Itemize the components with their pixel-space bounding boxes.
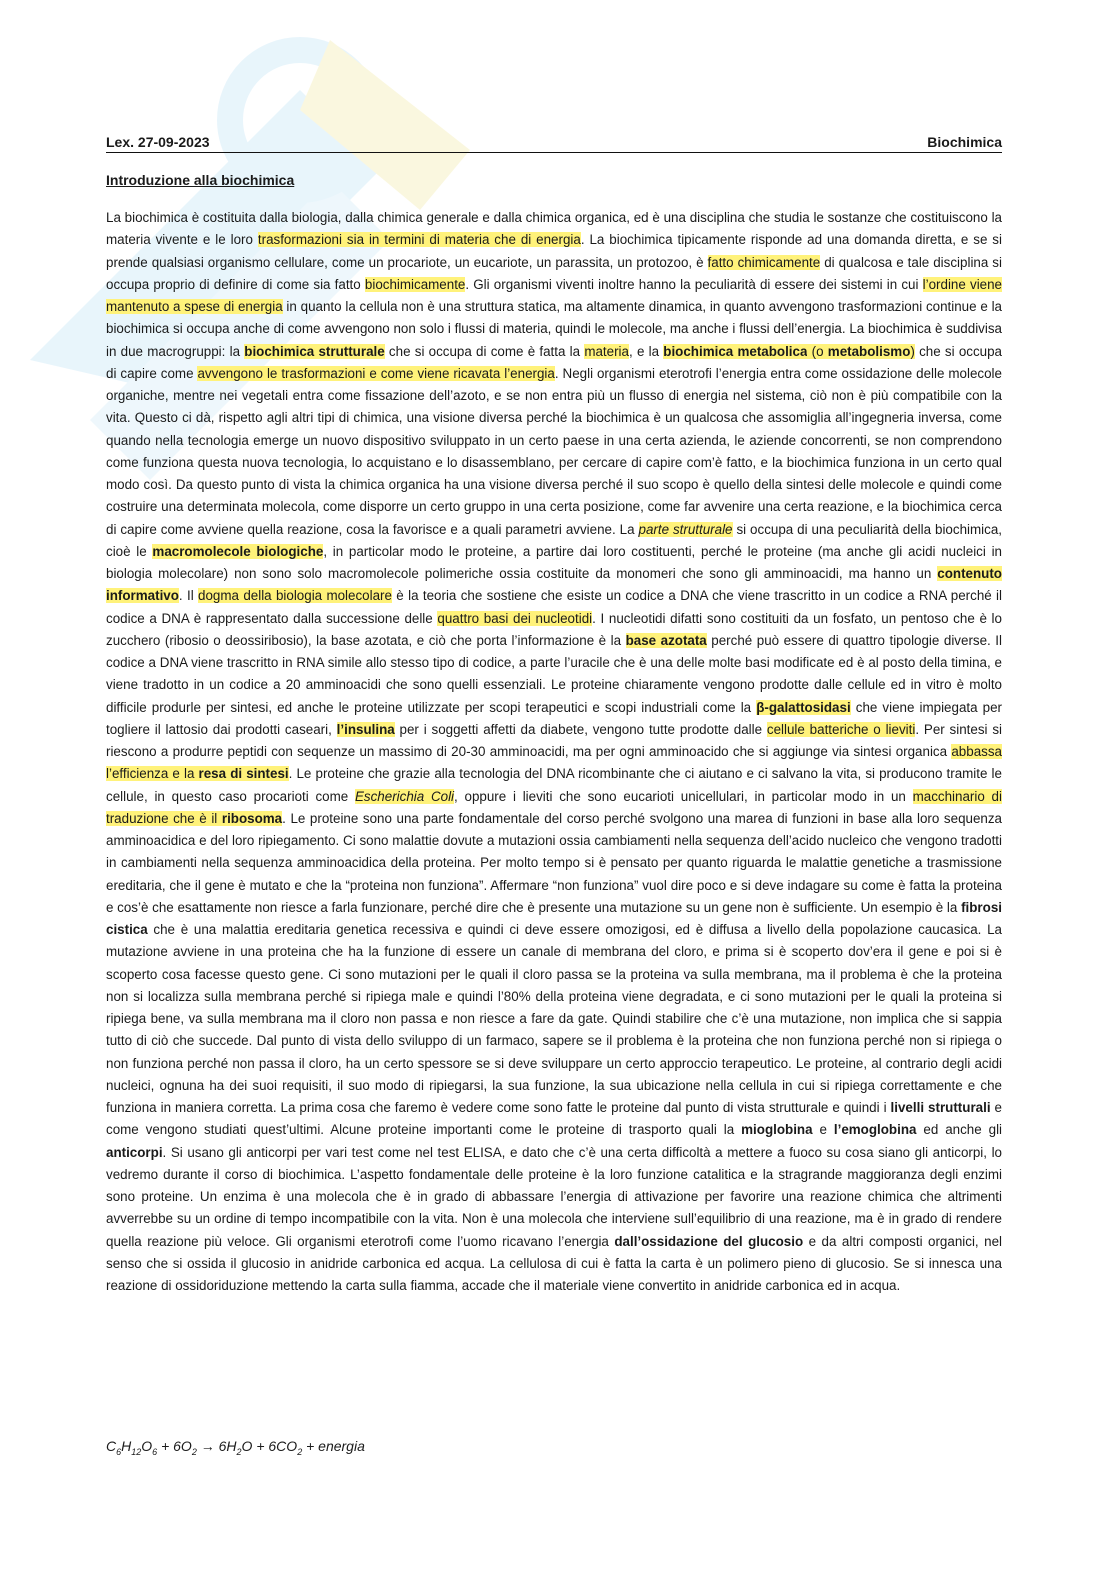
highlighted-text: (o — [807, 343, 828, 359]
bold-text: l’emoglobina — [833, 1122, 917, 1138]
body-text-run: e — [812, 1122, 834, 1138]
highlighted-text: biochimica strutturale — [244, 343, 385, 359]
highlighted-text: metabolismo — [827, 343, 911, 359]
body-text-run: e come vengono studiati quest’ultimi. Alcune proteine importanti come le proteine di trasporto quali la — [106, 1100, 1002, 1138]
highlighted-text: macromolecole biologiche — [152, 543, 324, 559]
lecture-date: Lex. 27-09-2023 — [106, 134, 210, 150]
body-text-run: , in particolar modo le proteine, a partire dai loro costituenti, perché le proteine (ma anche gli acidi nucleici in biologia molecolare) non sono solo macromolecole polimeriche ossia costituite da monomeri che sono gli amminoacidi, ma hanno un — [106, 543, 1002, 581]
highlighted-text: base azotata — [625, 632, 707, 648]
body-text-run: che è una malattia ereditaria genetica recessiva e quindi ci deve essere omozigosi, ed è diffusa a livello della popolazione caucasica. La mutazione avviene in una proteina che ha la funzione di essere un canale di membrana del cloro, e prima si è scoperto dov’era il gene e poi si è scoperto cosa facesse questo gene. Ci sono mutazioni per le quali il cloro passa se la proteina va sulla membrana, ma il problema è che la proteina non si localizza sulla membrana perché si ripiega male e quindi l’80% della proteina viene degradata, e ci sono mutazioni per le quali la proteina si ripiega bene, va sulla membrana ma il cloro non passa e non riesce a fare da gate. Quindi stabilire che c’è una mutazione, non implica che si sappia tutto di ciò che succede. Dal punto di vista dello sviluppo di un farmaco, sapere se il problema è la proteina che non funziona perché non si ripiega o non funziona perché non passa il cloro, ha un certo spessore se si deve sviluppare un certo approccio terapeutico. Le proteine, al contrario degli acidi nucleici, ognuna ha dei suoi requisiti, il suo modo di ripiegarsi, la sua funzione, la sua ubicazione nella cellula in cui si ripiega correttamente e che funziona in maniera corretta. La prima cosa che faremo è vedere come sono fatte le proteine dal punto di vista strutturale e quindi i — [106, 922, 1002, 1115]
body-text-run: . Per sintesi si riescono a produrre peptidi con sequenze un massimo di 20-30 amminoacidi, ma per ogni amminoacido che si aggiunge via sintesi organica — [106, 721, 1002, 759]
body-text-run: che viene impiegata per togliere il lattosio dai prodotti caseari, — [106, 699, 1002, 737]
highlighted-text: fatto chimicamente — [707, 254, 821, 270]
body-text-run: . I nucleotidi difatti sono costituiti da un fosfato, un pentoso che è lo zucchero (ribosio o deossiribosio), la base azotata, e ciò che porta l’informazione è la — [106, 610, 1002, 648]
body-text-run: , e la — [628, 343, 664, 359]
body-text-run: e da altri composti organici, nel senso che si ossida il glucosio in anidride carbonica ed acqua. La cellulosa di cui è fatta la carta è un polimero pieno di glucosio. Se si innesca una reazione di ossidoriduzione mettendo la carta sulla fiamma, accade che il materiale viene convertito in anidride carbonica ed in acqua. — [106, 1233, 1002, 1293]
course-name: Biochimica — [927, 134, 1002, 150]
section-title: Introduzione alla biochimica — [106, 172, 295, 188]
bold-text: mioglobina — [741, 1122, 813, 1138]
highlighted-text: ribosoma — [221, 810, 283, 826]
bold-text: anticorpi — [106, 1144, 163, 1160]
highlighted-text: avvengono le trasformazioni e come viene ricavata l’energia — [197, 365, 555, 381]
body-text-run: . La biochimica tipicamente risponde ad una domanda diretta, e se si prende qualsiasi organismo cellulare, come un procariote, un eucariote, un parassita, un protozoo, è — [106, 232, 1002, 270]
reaction-arrow-icon: → — [196, 1438, 219, 1454]
body-text-run: per i soggetti affetti da diabete, vengono tutte prodotte dalle — [394, 721, 767, 737]
body-text-run: , oppure i lieviti che sono eucarioti unicellulari, in particolar modo in un — [454, 788, 913, 804]
body-text-run: si occupa di una peculiarità della biochimica, cioè le — [106, 521, 1002, 559]
body-text-run: è la teoria che sostiene che esiste un codice a DNA che viene trascritto in un codice a RNA perché il codice a DNA è rappresentato dalla successione delle — [106, 588, 1003, 626]
page-header — [106, 134, 1002, 153]
bold-text: livelli strutturali — [890, 1100, 991, 1115]
highlighted-text: contenuto informativo — [106, 566, 1002, 604]
highlighted-text: materia — [584, 343, 629, 359]
highlighted-text: biochimicamente — [364, 276, 466, 292]
highlighted-text: Escherichia Coli — [354, 788, 455, 804]
glucose-oxidation-formula: $C_6H_{12}O_6 + 6O_2 \to 6H_2O + 6CO_2$ + energia — [106, 1438, 365, 1457]
highlighted-text: quattro basi dei nucleotidi — [437, 610, 593, 626]
highlighted-text: resa di sintesi — [198, 766, 289, 782]
highlighted-text: parte strutturale — [638, 521, 733, 537]
body-text-run: perché può essere di quattro tipologie diverse. Il codice a DNA viene trascritto in RNA simile allo stesso tipo di codice, a parte l’uracile che è una delle molte basi modificate ed è al posto della timina, e viene tradotto in un codice a 20 amminoacidi che sono quelli essenziali. Le proteine chiaramente vengono prodotte dalle cellule ed in vitro è molto difficile produrle per sintesi, ed anche le proteine utilizzate per scopi terapeutici e scopi industriali come la — [106, 632, 1002, 715]
highlighted-text: trasformazioni sia in termini di materia che di energia — [257, 232, 581, 248]
body-text-run: che si occupa di come è fatta la — [384, 343, 585, 359]
body-text-run: . Si usano gli anticorpi per vari test come nel test ELISA, e dato che c’è una certa difficoltà a mettere a fuoco su cosa siano gli anticorpi, lo vedremo durante il corso di biochimica. L’aspetto fondamentale delle proteine è la loro funzione catalitica e la stragrande maggioranza degli enzimi sono proteine. Un enzima è una molecola che è in grado di abbassare l’energia di attivazione per favorire una reazione chimica che altrimenti avverrebbe su un ordine di tempo incompatibile con la vita. Non è una molecola che interviene sull’equilibrio di una reazione, ma è in grado di rendere quella reazione più veloce. Gli organismi eterotrofi come l’uomo ricavano l’energia — [106, 1144, 1002, 1249]
highlighted-text: cellule batteriche o lieviti — [766, 721, 916, 737]
body-text-run: . Le proteine che grazie alla tecnologia del DNA ricombinante che ci aiutano e ci salvano la vita, si producono tramite le cellule, in questo caso procarioti come — [106, 766, 1002, 804]
highlighted-text: β-galattosidasi — [756, 699, 851, 715]
bold-text: fibrosi cistica — [106, 899, 1002, 937]
highlighted-text: abbassa l’efficienza e la — [106, 744, 1002, 782]
body-text-run: di qualcosa e tale disciplina si occupa proprio di definire di come sia fatto — [106, 254, 1002, 292]
body-text-run: ed anche gli — [916, 1122, 1003, 1138]
body-text-run: . Gli organismi viventi inoltre hanno la peculiarità di essere dei sistemi in cui — [465, 276, 923, 292]
highlighted-text: dogma della biologia molecolare — [198, 588, 392, 604]
body-paragraph — [106, 207, 1002, 1297]
body-text-run: La biochimica è costituita dalla biologia, dalla chimica generale e dalla chimica organica, ed è una disciplina che studia le sostanze che costituiscono la materia vivente e le loro — [106, 210, 1002, 248]
highlighted-text: macchinario di traduzione che è il — [106, 788, 1002, 826]
highlighted-text: ) — [910, 343, 915, 359]
body-text-run: che si occupa di capire come — [106, 343, 1002, 381]
body-text-run: in quanto la cellula non è una struttura statica, ma altamente dinamica, in quanto avvengono trasformazioni continue e la biochimica si occupa anche di come avvengono non solo i flussi di materia, quindi le molecole, ma anche i flussi dell’energia. La biochimica è suddivisa in due macrogruppi: la — [106, 299, 1002, 359]
body-text-run: . Le proteine sono una parte fondamentale del corso perché svolgono una marea di funzioni in base alla loro sequenza amminoacidica e del loro ripiegamento. Ci sono malattie dovute a mutazioni ossia cambiamenti nella sequenza dell’acido nucleico che vengono tradotti in cambiamenti nella sequenza amminoacidica della proteina. Per molto tempo si è pensato per quanto riguarda le malattie genetiche a trasmissione ereditaria, che il gene è mutato e che la “proteina non funziona”. Affermare “non funziona” vuol dire poco e si deve indagare su come è fatta la proteina e cos’è che esattamente non riesce a farla funzionare, perché dire che è presente una mutazione su un gene non è sufficiente. Un esempio è la — [106, 810, 1002, 915]
highlighted-text: biochimica metabolica — [663, 343, 808, 359]
highlighted-text: l’insulina — [336, 721, 395, 737]
body-text-run: . Il — [178, 588, 199, 604]
highlighted-text: l’ordine viene mantenuto a spese di energia — [106, 276, 1003, 314]
body-text-run: . Negli organismi eterotrofi l’energia entra come ossidazione delle molecole organiche, mentre nei vegetali entra come fissazione dell’azoto, e se non entra più un flusso di energia nel sistema, ciò non è più compatibile con la vita. Questo ci dà, rispetto agli altri tipi di chimica, una visione diversa perché la biochimica è un qualcosa che assomiglia all’ingegneria inversa, come quando nella tecnologia emerge un nuovo dispositivo sviluppato in un certo paese in una certa azienda, le aziende concorrenti, se non comprendono come funziona questa nuova tecnologia, lo acquistano e lo disassemblano, per cercare di capire com’è fatto, e la biochimica funziona in un certo qual modo così. Da questo punto di vista la chimica organica ha una visione diversa perché il suo scopo è quello della sintesi delle molecole e quindi come costruire una determinata molecola, come disporre un certo gruppo in una certa posizione, come far avvenire una certa reazione, e la biochimica cerca di capire come avviene quella reazione, cosa la favorisce e a quali parametri avviene. La — [106, 365, 1002, 537]
bold-text: dall’ossidazione del glucosio — [614, 1233, 804, 1249]
